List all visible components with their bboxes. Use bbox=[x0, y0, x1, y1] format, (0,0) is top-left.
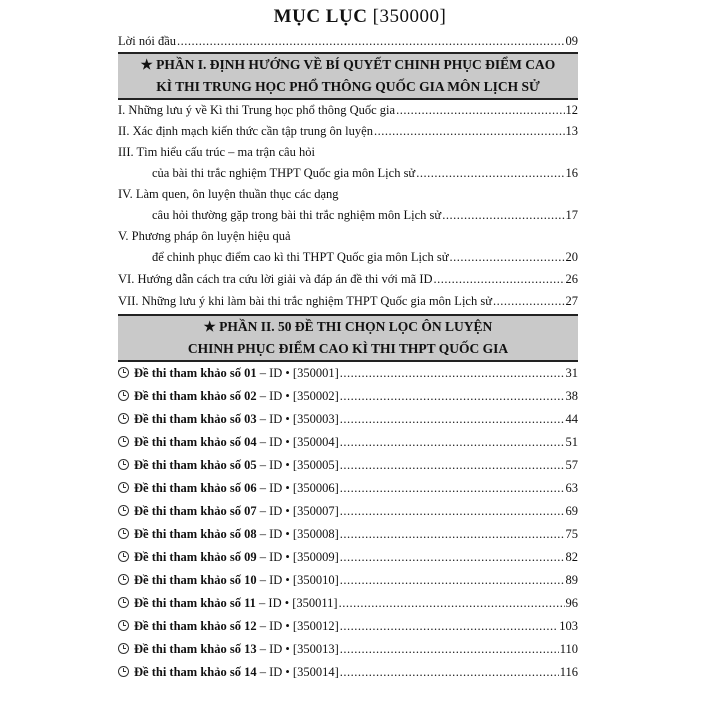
clock-icon bbox=[118, 436, 129, 447]
exam-entry-11[interactable] bbox=[118, 596, 578, 611]
entry-page: 63 bbox=[565, 481, 578, 495]
exam-entry-03[interactable] bbox=[118, 412, 578, 427]
entry-page: 103 bbox=[559, 619, 578, 633]
leader-dots bbox=[340, 619, 559, 634]
entry-page: 69 bbox=[565, 504, 578, 518]
exam-id: – ID • [350009] bbox=[259, 550, 339, 564]
entry-label: của bài thi trắc nghiệm THPT Quốc gia môn Lịch sử bbox=[152, 166, 416, 180]
exam-id: – ID • [350004] bbox=[259, 435, 339, 449]
clock-icon bbox=[118, 597, 129, 608]
clock-icon bbox=[118, 413, 129, 424]
exam-name: Đề thi tham khảo số 14 bbox=[134, 665, 257, 679]
clock-icon bbox=[118, 367, 129, 378]
leader-dots bbox=[340, 389, 565, 404]
toc-entry-p1-iii-top: III. Tìm hiểu cấu trúc – ma trận câu hỏi bbox=[118, 145, 315, 159]
exam-id: – ID • [350002] bbox=[259, 389, 339, 403]
clock-icon bbox=[118, 643, 129, 654]
exam-entry-04[interactable] bbox=[118, 435, 578, 450]
entry-label: câu hỏi thường gặp trong bài thi trắc nghiệm môn Lịch sử bbox=[152, 208, 442, 222]
leader-dots bbox=[340, 665, 559, 680]
leader-dots bbox=[340, 527, 565, 542]
leader-dots bbox=[493, 294, 565, 309]
part1-line2: KÌ THI TRUNG HỌC PHỔ THÔNG QUỐC GIA MÔN LỊCH SỬ bbox=[156, 79, 540, 94]
entry-page: 82 bbox=[565, 550, 578, 564]
entry-page: 20 bbox=[565, 250, 578, 264]
exam-name: Đề thi tham khảo số 11 bbox=[134, 596, 256, 610]
entry-page: 12 bbox=[565, 103, 578, 117]
exam-entry-05[interactable] bbox=[118, 458, 578, 473]
part2-line2: CHINH PHỤC ĐIỂM CAO KÌ THI THPT QUỐC GIA bbox=[187, 341, 509, 356]
entry-page: 16 bbox=[565, 166, 578, 180]
exam-entry-13[interactable] bbox=[118, 642, 578, 657]
leader-dots bbox=[340, 481, 565, 496]
part1-line1: ★ PHẦN I. ĐỊNH HƯỚNG VỀ BÍ QUYẾT CHINH PHỤC ĐIỂM CAO bbox=[140, 57, 556, 72]
entry-label: I. Những lưu ý về Kì thi Trung học phổ thông Quốc gia bbox=[118, 103, 396, 117]
leader-dots bbox=[340, 550, 565, 565]
toc-entry-p1-iv[interactable] bbox=[152, 208, 578, 223]
leader-dots bbox=[340, 366, 565, 381]
exam-id: – ID • [350013] bbox=[259, 642, 339, 656]
clock-icon bbox=[118, 482, 129, 493]
leader-dots bbox=[442, 208, 564, 223]
exam-name: Đề thi tham khảo số 07 bbox=[134, 504, 257, 518]
clock-icon bbox=[118, 551, 129, 562]
entry-label: VI. Hướng dẫn cách tra cứu lời giải và đáp án đề thi với mã ID bbox=[118, 272, 433, 286]
part1-banner bbox=[118, 52, 578, 100]
exam-name: Đề thi tham khảo số 02 bbox=[134, 389, 257, 403]
exam-name: Đề thi tham khảo số 04 bbox=[134, 435, 257, 449]
page-title bbox=[0, 6, 720, 28]
clock-icon bbox=[118, 390, 129, 401]
part2-banner bbox=[118, 314, 578, 362]
entry-label: II. Xác định mạch kiến thức cần tập trung ôn luyện bbox=[118, 124, 373, 138]
exam-name: Đề thi tham khảo số 08 bbox=[134, 527, 257, 541]
leader-dots bbox=[340, 573, 565, 588]
clock-icon bbox=[118, 666, 129, 677]
toc-entry-p1-ii[interactable] bbox=[118, 124, 578, 139]
entry-page: 57 bbox=[565, 458, 578, 472]
leader-dots bbox=[396, 103, 564, 118]
exam-name: Đề thi tham khảo số 10 bbox=[134, 573, 257, 587]
exam-name: Đề thi tham khảo số 01 bbox=[134, 366, 257, 380]
entry-page: 27 bbox=[565, 294, 578, 308]
clock-icon bbox=[118, 574, 129, 585]
exam-name: Đề thi tham khảo số 12 bbox=[134, 619, 257, 633]
exam-entry-14[interactable] bbox=[118, 665, 578, 680]
exam-entry-09[interactable] bbox=[118, 550, 578, 565]
entry-page: 38 bbox=[565, 389, 578, 403]
entry-page: 116 bbox=[559, 665, 578, 679]
exam-entry-12[interactable] bbox=[118, 619, 578, 634]
leader-dots bbox=[177, 34, 565, 49]
exam-entry-06[interactable] bbox=[118, 481, 578, 496]
exam-name: Đề thi tham khảo số 03 bbox=[134, 412, 257, 426]
part2-line1: ★ PHẦN II. 50 ĐỀ THI CHỌN LỌC ÔN LUYỆN bbox=[203, 319, 493, 334]
toc-entry-p1-v[interactable] bbox=[152, 250, 578, 265]
exam-id: – ID • [350003] bbox=[259, 412, 339, 426]
entry-page: 13 bbox=[565, 124, 578, 138]
leader-dots bbox=[434, 272, 565, 287]
exam-entry-10[interactable] bbox=[118, 573, 578, 588]
exam-entry-07[interactable] bbox=[118, 504, 578, 519]
exam-id: – ID • [350007] bbox=[259, 504, 339, 518]
exam-id: – ID • [350008] bbox=[259, 527, 339, 541]
entry-page: 17 bbox=[565, 208, 578, 222]
toc-entry-p1-vii[interactable] bbox=[118, 294, 578, 309]
toc-entry-p1-v-top: V. Phương pháp ôn luyện hiệu quả bbox=[118, 229, 291, 243]
exam-entry-08[interactable] bbox=[118, 527, 578, 542]
entry-page: 31 bbox=[565, 366, 578, 380]
entry-label: Lời nói đầu bbox=[118, 34, 176, 48]
entry-page: 44 bbox=[565, 412, 578, 426]
entry-label: VII. Những lưu ý khi làm bài thi trắc nghiệm THPT Quốc gia môn Lịch sử bbox=[118, 294, 492, 308]
entry-page: 96 bbox=[565, 596, 578, 610]
toc-entry-p1-iii[interactable] bbox=[152, 166, 578, 181]
leader-dots bbox=[340, 642, 559, 657]
leader-dots bbox=[340, 435, 565, 450]
toc-entry-p1-iv-top: IV. Làm quen, ôn luyện thuần thục các dạng bbox=[118, 187, 339, 201]
clock-icon bbox=[118, 505, 129, 516]
entry-page: 75 bbox=[565, 527, 578, 541]
title-main: MỤC LỤC bbox=[273, 6, 368, 27]
leader-dots bbox=[374, 124, 565, 139]
leader-dots bbox=[340, 504, 565, 519]
exam-name: Đề thi tham khảo số 09 bbox=[134, 550, 257, 564]
toc-entry-preface[interactable] bbox=[118, 34, 578, 49]
exam-id: – ID • [350006] bbox=[259, 481, 339, 495]
leader-dots bbox=[340, 412, 565, 427]
exam-id: – ID • [350012] bbox=[259, 619, 339, 633]
exam-entry-01[interactable] bbox=[118, 366, 578, 381]
exam-id: – ID • [350010] bbox=[259, 573, 339, 587]
exam-name: Đề thi tham khảo số 06 bbox=[134, 481, 257, 495]
exam-id: – ID • [350011] bbox=[259, 596, 338, 610]
clock-icon bbox=[118, 459, 129, 470]
clock-icon bbox=[118, 528, 129, 539]
leader-dots bbox=[416, 166, 564, 181]
entry-label: để chinh phục điểm cao kì thi THPT Quốc gia môn Lịch sử bbox=[152, 250, 449, 264]
entry-page: 110 bbox=[559, 642, 578, 656]
title-code: [350000] bbox=[372, 6, 447, 27]
toc-entry-p1-vi[interactable] bbox=[118, 272, 578, 287]
leader-dots bbox=[339, 596, 565, 611]
leader-dots bbox=[450, 250, 565, 265]
entry-page: 89 bbox=[565, 573, 578, 587]
exam-id: – ID • [350005] bbox=[259, 458, 339, 472]
leader-dots bbox=[340, 458, 565, 473]
entry-page: 51 bbox=[565, 435, 578, 449]
toc-entry-p1-i[interactable] bbox=[118, 103, 578, 118]
exam-id: – ID • [350001] bbox=[259, 366, 339, 380]
clock-icon bbox=[118, 620, 129, 631]
entry-page: 09 bbox=[565, 34, 578, 48]
exam-name: Đề thi tham khảo số 13 bbox=[134, 642, 257, 656]
exam-id: – ID • [350014] bbox=[259, 665, 339, 679]
exam-name: Đề thi tham khảo số 05 bbox=[134, 458, 257, 472]
exam-entry-02[interactable] bbox=[118, 389, 578, 404]
entry-page: 26 bbox=[565, 272, 578, 286]
